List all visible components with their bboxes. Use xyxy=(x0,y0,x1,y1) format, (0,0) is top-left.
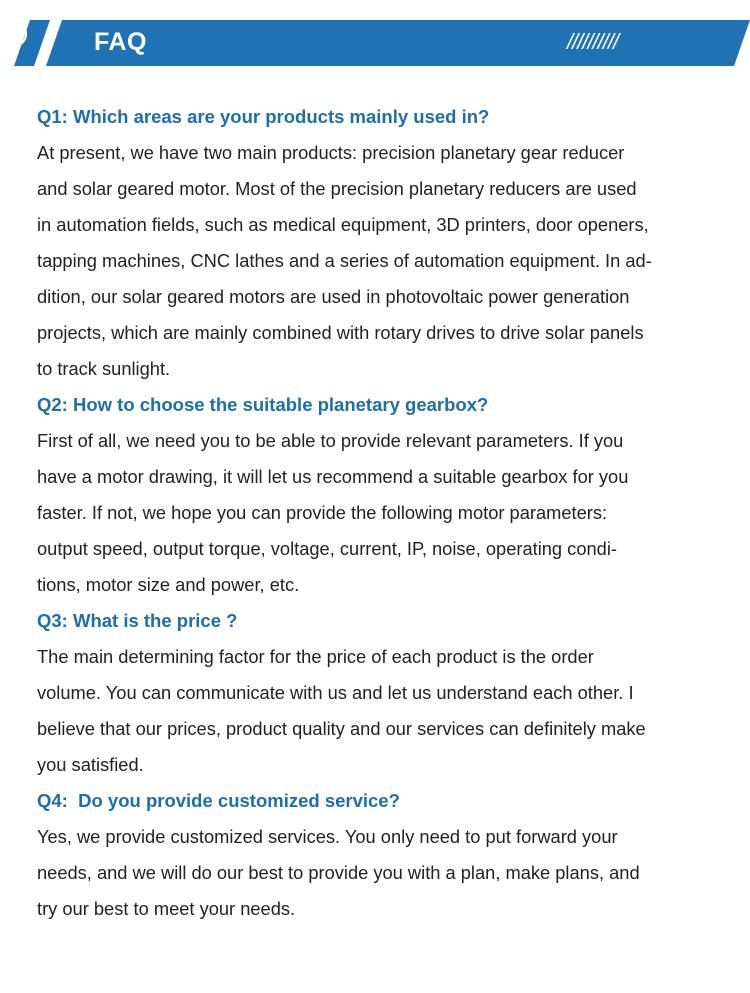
answer-line: and solar geared motor. Most of the precision planetary reducers are used xyxy=(37,178,637,199)
answer-line: volume. You can communicate with us and let us understand each other. I xyxy=(37,682,634,703)
question-q1: Q1: Which areas are your products mainly used in? xyxy=(37,106,490,127)
answer-line: tapping machines, CNC lathes and a series of automation equipment. In ad- xyxy=(37,250,652,271)
question-q2: Q2: How to choose the suitable planetary gearbox? xyxy=(37,394,489,415)
answer-line: projects, which are mainly combined with rotary drives to drive solar panels xyxy=(37,322,644,343)
faq-banner xyxy=(0,20,750,66)
answer-q1 xyxy=(37,135,717,387)
answer-line: have a motor drawing, it will let us recommend a suitable gearbox for you xyxy=(37,466,629,487)
answer-line: dition, our solar geared motors are used in photovoltaic power generation xyxy=(37,286,630,307)
faq-list xyxy=(37,99,717,927)
faq-item-q3 xyxy=(37,603,717,783)
answer-line: First of all, we need you to be able to provide relevant parameters. If you xyxy=(37,430,624,451)
answer-line: faster. If not, we hope you can provide the following motor parameters: xyxy=(37,502,608,523)
chevron-down-circle-icon xyxy=(0,20,28,48)
answer-line: in automation fields, such as medical equipment, 3D printers, door openers, xyxy=(37,214,649,235)
answer-line: At present, we have two main products: precision planetary gear reducer xyxy=(37,142,625,163)
answer-line: you satisfied. xyxy=(37,754,144,775)
answer-line: believe that our prices, product quality and our services can definitely make xyxy=(37,718,646,739)
answer-line: try our best to meet your needs. xyxy=(37,898,296,919)
question-q3: Q3: What is the price ? xyxy=(37,610,238,631)
decorative-slashes: ////////// xyxy=(567,29,619,54)
answer-line: tions, motor size and power, etc. xyxy=(37,574,300,595)
question-q4: Q4: Do you provide customized service? xyxy=(37,790,400,811)
answer-line: The main determining factor for the price of each product is the order xyxy=(37,646,594,667)
answer-line: output speed, output torque, voltage, current, IP, noise, operating condi- xyxy=(37,538,617,559)
answer-q3 xyxy=(37,639,717,783)
page-title: FAQ xyxy=(94,28,147,56)
answer-line: needs, and we will do our best to provide you with a plan, make plans, and xyxy=(37,862,640,883)
answer-line: to track sunlight. xyxy=(37,358,171,379)
faq-item-q4 xyxy=(37,783,717,927)
faq-item-q1 xyxy=(37,99,717,387)
answer-q2 xyxy=(37,423,717,603)
faq-item-q2 xyxy=(37,387,717,603)
answer-q4 xyxy=(37,819,717,927)
answer-line: Yes, we provide customized services. You only need to put forward your xyxy=(37,826,618,847)
